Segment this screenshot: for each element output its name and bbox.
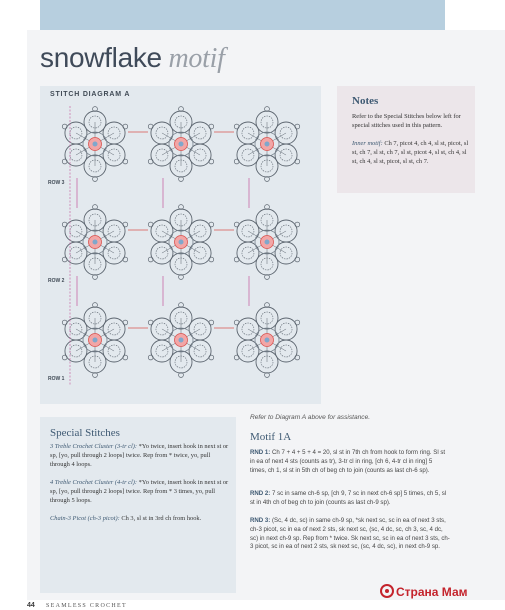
round-text: Ch 7 + 4 + 5 + 4 = 20, sl st in 7th ch from hook to form ring. Sl st in ea of next 4 sts (counts as tr), 3-tr cl in ring, [ch 6, 4-tr cl in ring] 5 times, ch 1, sl st in 5th ch of beg ch to join (counts as last ch-6 sp). [250, 449, 446, 474]
stitch-name: Chain-3 Picot (ch-3 picot): [50, 515, 120, 522]
inner-motif-label: Inner motif: [352, 140, 383, 147]
snowflake-motif [62, 107, 127, 182]
stitch-text: Ch 3, sl st in 3rd ch from hook. [119, 515, 202, 522]
snowflake-motif [148, 205, 213, 280]
stitch-text: *Yo twice, insert hook in next st or sp, [yo, pull through 2 loops] twice. Rep from * 3 times, yo, pull through 5 loops. [50, 479, 229, 504]
notes-paragraph-1: Refer to the Special Stitches below left for special stitches used in this pattern. [352, 113, 461, 129]
round-instruction [250, 517, 450, 552]
snowflake-motif [234, 205, 299, 280]
round-text: 7 sc in same ch-6 sp, [ch 9, 7 sc in next ch-6 sp] 5 times, ch 5, sl st in 4th ch of beg ch to join (counts as last ch-9 sp). [250, 490, 447, 506]
notes-box [337, 86, 475, 193]
inner-motif-text: Ch 7, picot 4, ch 4, sl st, picot, sl st, ch 7, sl st, ch 7, sl st, picot 4, sl st, ch 4, sl st, ch 4, sl st, picot, sl st, ch 7. [352, 140, 469, 165]
round-label: RND 3: [250, 517, 271, 524]
round-instruction [250, 490, 450, 508]
title-word-snowflake: snowflake [40, 42, 162, 73]
watermark: Страна Мам [396, 585, 468, 599]
row-label-2: ROW 2 [48, 278, 65, 284]
stitch-name: 3 Treble Crochet Cluster (3-tr cl): [50, 443, 138, 450]
stitch-text: *Yo twice, insert hook in next st or sp, [yo, pull through 2 loops] twice. Rep from * twice, yo, pull through 4 loops. [50, 443, 229, 468]
round-text: (Sc, 4 dc, sc) in same ch-9 sp, *sk next sc, sc in ea of next 3 sts, ch-3 picot, sc in ea of next 2 sts, sk next sc, (sc, 4 dc, sc, ch 3, sc, 4 dc, sc) in next ch-9 sp. Rep from * twice. Sk next sc, sc in ea of next 3 sts, ch-3 picot, sc in ea of next 2 sts, sk next sc, (sc, 4 dc, sc), in next ch-9 sp. [250, 517, 450, 551]
notes-paragraph-2 [352, 139, 470, 166]
special-stitches-heading: Special Stitches [50, 427, 120, 439]
round-label: RND 1: [250, 449, 271, 456]
row-label-1: ROW 1 [48, 376, 65, 382]
motif-grid [40, 86, 321, 404]
page-number: 44 [27, 602, 35, 609]
stitch-diagram-panel [40, 86, 321, 404]
book-title: SEAMLESS CROCHET [46, 603, 127, 609]
snowflake-motif [234, 107, 299, 182]
snowflake-motif [62, 205, 127, 280]
page-title [40, 42, 225, 75]
watermark-logo-icon [378, 583, 396, 599]
motif-heading: Motif 1A [250, 431, 292, 443]
snowflake-motif [234, 303, 299, 378]
round-instruction [250, 449, 450, 475]
assist-note: Refer to Diagram A above for assistance. [250, 414, 371, 421]
stitch-entry [50, 443, 230, 469]
notes-heading: Notes [352, 95, 379, 107]
stitch-name: 4 Treble Crochet Cluster (4-tr cl): [50, 479, 138, 486]
round-label: RND 2: [250, 490, 271, 497]
snowflake-motif [62, 303, 127, 378]
stitch-entry [50, 515, 230, 524]
stitch-entry [50, 479, 230, 505]
title-word-motif: motif [168, 43, 225, 74]
special-stitches-box [40, 417, 236, 593]
snowflake-motif [148, 107, 213, 182]
snowflake-motif [148, 303, 213, 378]
diagram-label: STITCH DIAGRAM A [50, 91, 131, 98]
row-label-3: ROW 3 [48, 180, 65, 186]
